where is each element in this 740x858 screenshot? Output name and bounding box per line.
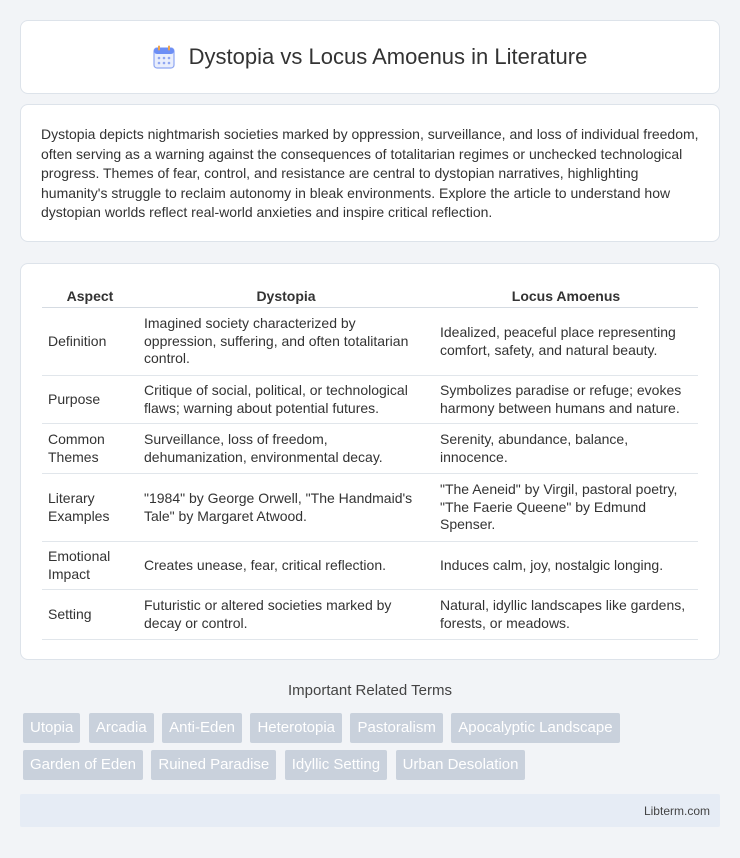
related-terms-heading: Important Related Terms (288, 682, 452, 699)
header-aspect: Aspect (42, 286, 138, 308)
row-dystopia: Surveillance, loss of freedom, dehumanization, environmental decay. (138, 424, 434, 474)
table-row (42, 424, 698, 474)
intro-text: Dystopia depicts nightmarish societies marked by oppression, surveillance, and loss of individual freedom, often serving as a warning against the consequences of totalitarian regimes or unchecked technological progress. Themes of fear, control, and resistance are central to dystopian narratives, highlighting humanity's struggle to reclaim autonomy in bleak environments. Explore the article to understand how dystopian worlds reflect real-world anxieties and inspire critical reflection. (41, 126, 699, 220)
table-row (42, 542, 698, 590)
related-terms-list (23, 713, 723, 787)
table-row (42, 308, 698, 376)
intro-card (20, 104, 720, 242)
row-dystopia: Imagined society characterized by oppression, suffering, and often totalitarian control. (138, 308, 434, 376)
row-locus-amoenus: Symbolizes paradise or refuge; evokes harmony between humans and nature. (434, 376, 698, 424)
table-header-row (42, 286, 698, 308)
row-aspect: Purpose (42, 376, 138, 424)
page-title: Dystopia vs Locus Amoenus in Literature (188, 44, 588, 69)
row-dystopia: Creates unease, fear, critical reflection. (138, 542, 434, 590)
row-aspect: Literary Examples (42, 474, 138, 542)
tag-ruined-paradise[interactable]: Ruined Paradise (151, 750, 276, 780)
footer (20, 794, 720, 827)
row-locus-amoenus: "The Aeneid" by Virgil, pastoral poetry, "The Faerie Queene" by Edmund Spenser. (434, 474, 698, 542)
tag-urban-desolation[interactable]: Urban Desolation (396, 750, 526, 780)
tag-anti-eden[interactable]: Anti-Eden (162, 713, 242, 743)
tag-utopia[interactable]: Utopia (23, 713, 80, 743)
header-dystopia: Dystopia (138, 286, 434, 308)
tag-arcadia[interactable]: Arcadia (89, 713, 154, 743)
title-card (20, 20, 720, 94)
row-locus-amoenus: Natural, idyllic landscapes like gardens, forests, or meadows. (434, 590, 698, 640)
row-aspect: Setting (42, 590, 138, 640)
footer-brand[interactable]: Libterm.com (643, 804, 710, 818)
calendar-icon (153, 45, 175, 69)
row-aspect: Common Themes (42, 424, 138, 474)
table-row (42, 376, 698, 424)
tag-apocalyptic-landscape[interactable]: Apocalyptic Landscape (451, 713, 619, 743)
row-locus-amoenus: Idealized, peaceful place representing comfort, safety, and natural beauty. (434, 308, 698, 376)
table-row (42, 474, 698, 542)
row-dystopia: Critique of social, political, or technological flaws; warning about potential futures. (138, 376, 434, 424)
header-locus-amoenus: Locus Amoenus (434, 286, 698, 308)
row-dystopia: Futuristic or altered societies marked by decay or control. (138, 590, 434, 640)
table-row (42, 590, 698, 640)
row-aspect: Emotional Impact (42, 542, 138, 590)
row-locus-amoenus: Induces calm, joy, nostalgic longing. (434, 542, 698, 590)
tag-idyllic-setting[interactable]: Idyllic Setting (285, 750, 387, 780)
tag-garden-of-eden[interactable]: Garden of Eden (23, 750, 143, 780)
row-dystopia: "1984" by George Orwell, "The Handmaid's Tale" by Margaret Atwood. (138, 474, 434, 542)
tag-heterotopia[interactable]: Heterotopia (250, 713, 342, 743)
tag-pastoralism[interactable]: Pastoralism (350, 713, 442, 743)
row-aspect: Definition (42, 308, 138, 376)
row-locus-amoenus: Serenity, abundance, balance, innocence. (434, 424, 698, 474)
comparison-table (42, 286, 698, 640)
comparison-card (20, 263, 720, 660)
